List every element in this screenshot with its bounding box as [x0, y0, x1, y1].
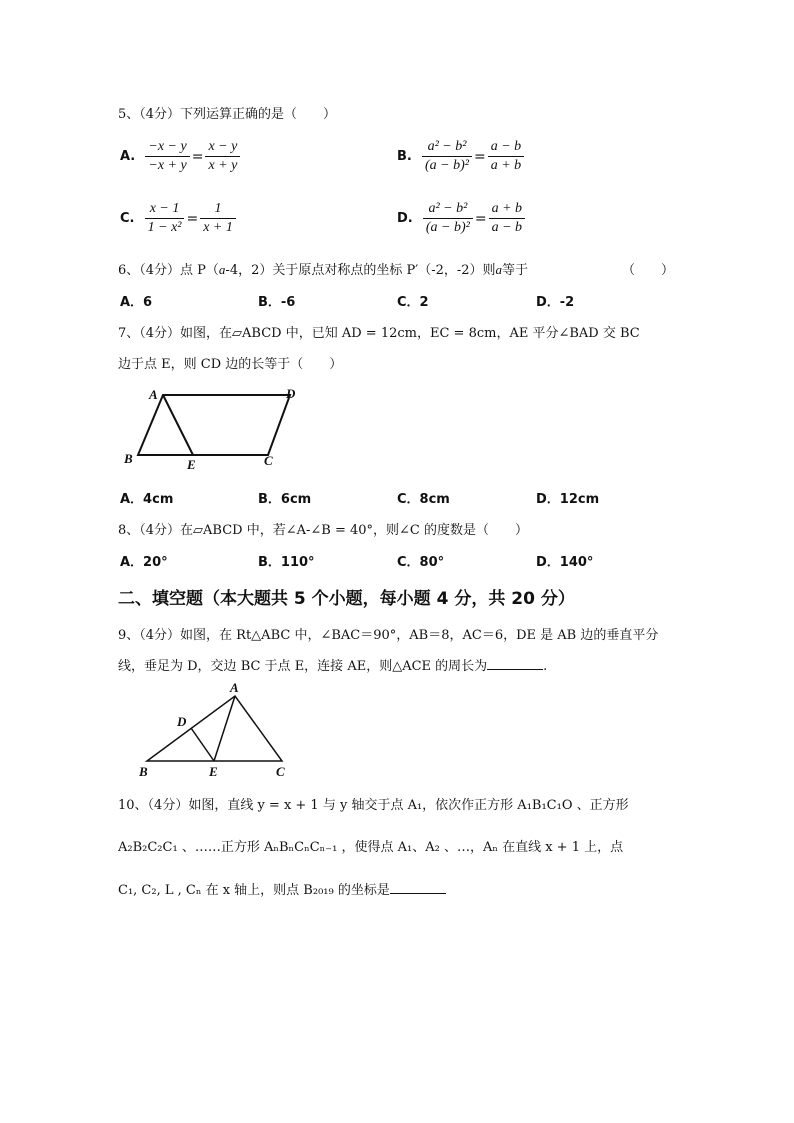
triangle-abc	[147, 696, 282, 761]
q7-option-d: D．12cm	[536, 492, 600, 507]
point-label-c: C	[264, 453, 273, 468]
segment-de	[191, 728, 214, 761]
q6-stem: 6、（4分）点 P（a-4，2）关于原点对称点的坐标 P′（-2，-2）则a等于	[118, 262, 529, 278]
point-label-a: A	[230, 680, 239, 695]
fraction: $\frac{-x - y}{-x + y}$	[145, 138, 189, 175]
q8-option-c: C．80°	[397, 555, 445, 570]
point-label-e: E	[209, 764, 218, 779]
fraction: $\frac{\text{a² − b²}}{\text{(a − b)²}}$	[422, 138, 472, 175]
option-label: A.	[120, 149, 136, 164]
q10-stem-line1: 10、（4分）如图，直线 y = x + 1 与 y 轴交于点 A₁，依次作正方形 A₁B₁C₁O 、正方形	[118, 798, 629, 813]
q5-option-c: C. $\frac{x - 1}{\text{1 − x²}}$ = $\frac{1}{x + 1}$	[120, 200, 236, 237]
point-label-e: E	[187, 457, 196, 472]
q6-option-d: D．-2	[536, 295, 575, 310]
fraction: $\frac{1}{x + 1}$	[200, 200, 236, 237]
segment-ae	[214, 696, 235, 761]
q9-triangle-figure	[130, 678, 305, 783]
answer-blank	[487, 669, 543, 670]
point-label-b: B	[124, 451, 133, 466]
q5-option-a: A. $\frac{-x - y}{-x + y}$ = $\frac{x - y}{x + y}$	[120, 138, 240, 175]
section-heading-fill-in: 二、填空题（本大题共 5 个小题，每小题 4 分，共 20 分）	[118, 589, 575, 609]
q7-option-c: C．8cm	[397, 492, 450, 507]
fraction: $\frac{a + b}{a - b}$	[489, 200, 525, 237]
parallelogram-abcd	[138, 395, 290, 455]
q8-stem: 8、（4分）在▱ABCD 中，若∠A-∠B = 40°，则∠C 的度数是（ ）	[118, 523, 529, 538]
q6-answer-paren: （ ）	[622, 263, 675, 278]
segment-ae	[163, 395, 193, 455]
q7-parallelogram-figure	[118, 380, 318, 475]
q5-option-d: D. $\frac{\text{a² − b²}}{\text{(a − b)²}}$ = $\frac{a + b}{a - b}$	[397, 200, 525, 237]
point-label-a: A	[149, 387, 158, 402]
fraction: $\frac{a - b}{a + b}$	[488, 138, 524, 175]
q7-stem-line1: 7、（4分）如图，在▱ABCD 中，已知 AD = 12cm，EC = 8cm，AE 平分∠BAD 交 BC	[118, 326, 640, 341]
fraction: $\frac{\text{a² − b²}}{\text{(a − b)²}}$	[423, 200, 473, 237]
q9-stem-line1: 9、（4分）如图，在 Rt△ABC 中，∠BAC＝90°，AB＝8，AC＝6，DE 是 AB 边的垂直平分	[118, 628, 659, 643]
option-label: D.	[397, 211, 413, 226]
q8-option-d: D．140°	[536, 555, 594, 570]
point-label-d: D	[177, 714, 187, 729]
q8-option-b: B．110°	[258, 555, 315, 570]
q8-option-a: A．20°	[120, 555, 168, 570]
q6-option-b: B．-6	[258, 295, 296, 310]
q7-option-a: A．4cm	[120, 492, 174, 507]
q10-stem-line3: C₁, C₂, L , Cₙ 在 x 轴上，则点 B₂₀₁₉ 的坐标是	[118, 879, 446, 898]
fraction: $\frac{x - 1}{\text{1 − x²}}$	[145, 200, 185, 237]
q5-stem: 5、（4分）下列运算正确的是（ ）	[118, 107, 337, 122]
option-label: B.	[397, 149, 412, 164]
point-label-c: C	[276, 764, 285, 779]
q6-option-a: A．6	[120, 295, 153, 310]
q7-option-b: B．6cm	[258, 492, 312, 507]
point-label-d: D	[286, 386, 296, 401]
point-label-b: B	[139, 764, 148, 779]
fraction: $\frac{x - y}{x + y}$	[205, 138, 240, 175]
option-label: C.	[120, 211, 135, 226]
q5-option-b: B. $\frac{\text{a² − b²}}{\text{(a − b)²}}$ = $\frac{a - b}{a + b}$	[397, 138, 524, 175]
q10-stem-line2: A₂B₂C₂C₁ 、……正方形 AₙBₙCₙCₙ₋₁ ，使得点 A₁、A₂ 、…，Aₙ 在直线 x + 1 上，点	[118, 840, 624, 855]
q6-option-c: C．2	[397, 295, 429, 310]
q7-stem-line2: 边于点 E，则 CD 边的长等于（ ）	[118, 357, 343, 372]
q9-stem-line2: 线，垂足为 D，交边 BC 于点 E，连接 AE，则△ACE 的周长为 .	[118, 659, 548, 674]
answer-blank	[390, 893, 446, 894]
